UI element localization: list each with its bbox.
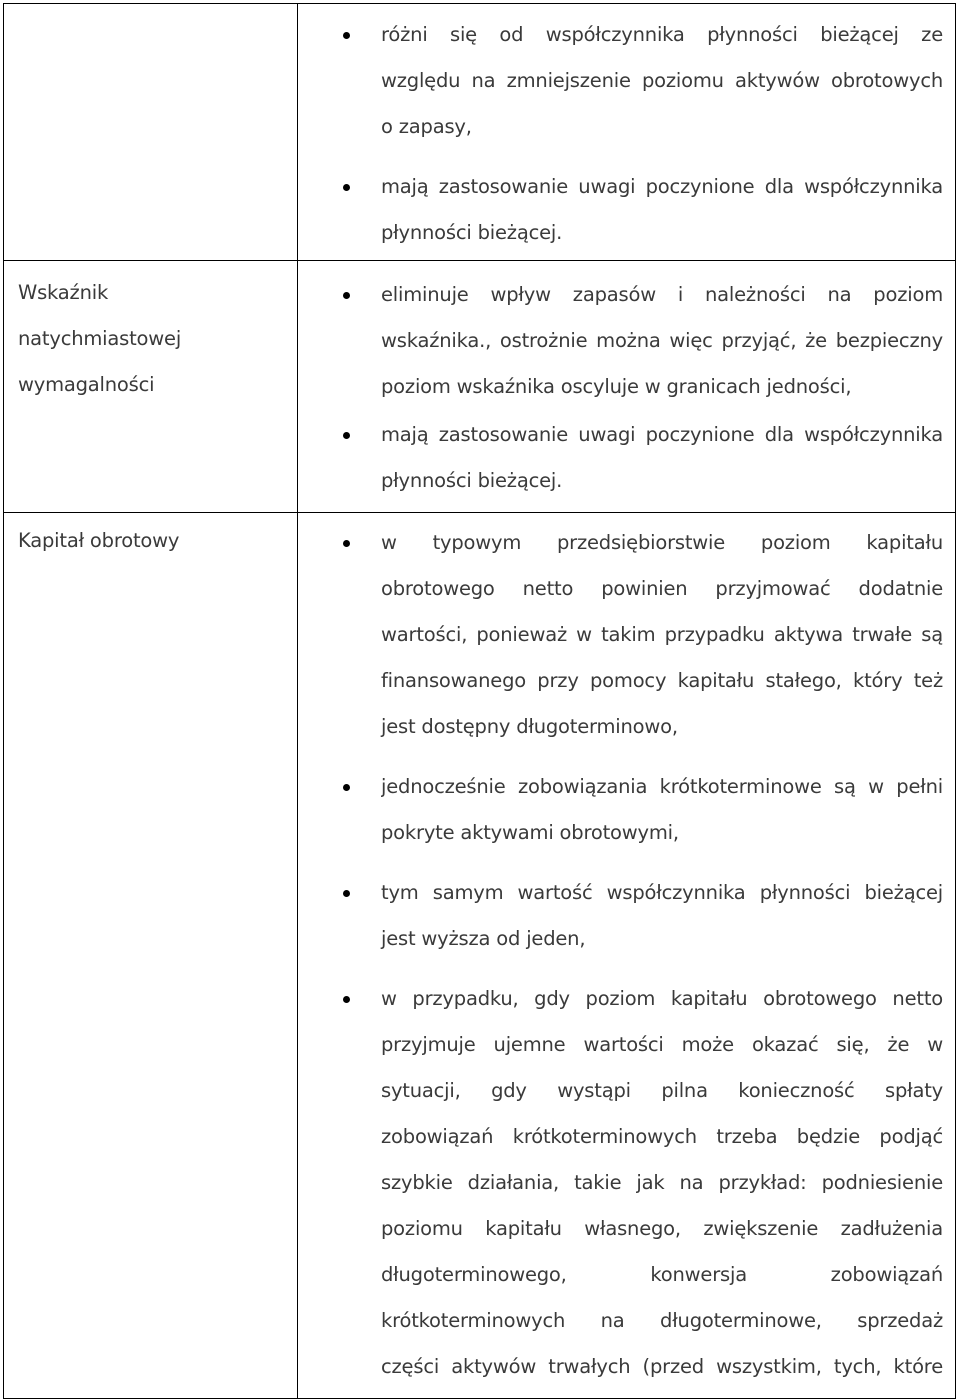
text-line: tym samym wartość współczynnika płynności bieżącej [381,881,943,904]
row-divider [4,260,955,261]
text-line: względu na zmniejszenie poziomu aktywów obrotowych [381,69,943,92]
bullet-icon [343,996,350,1003]
row-label [18,270,288,408]
text-line: przyjmuje ujemne wartości może okazać się, że w [381,1033,943,1056]
text-line: sytuacji, gdy wystąpi pilna konieczność spłaty [381,1079,943,1102]
text-line: finansowanego przy pomocy kapitału stałego, który też [381,669,943,692]
text-line: mają zastosowanie uwagi poczynione dla współczynnika [381,423,943,446]
text-line: jest dostępny długoterminowo, [381,715,678,738]
content-table [3,3,956,1399]
text-line: długoterminowego, konwersja zobowiązań [381,1263,943,1286]
text-line: zobowiązań krótkoterminowych trzeba będzie podjąć [381,1125,943,1148]
bullet-icon [343,432,350,439]
text-line: jednocześnie zobowiązania krótkoterminowe są w pełni [381,775,943,798]
column-divider [297,4,298,1398]
text-line: jest wyższa od jeden, [381,927,586,950]
text-line: części aktywów trwałych (przed wszystkim, tych, które [381,1355,943,1378]
text-line: pokryte aktywami obrotowymi, [381,821,679,844]
text-line: wartości, ponieważ w takim przypadku aktywa trwałe są [381,623,943,646]
text-line: krótkoterminowych na długoterminowe, sprzedaż [381,1309,943,1332]
bullet-icon [343,292,350,299]
row-label-line: wymagalności [18,373,155,396]
text-line: szybkie działania, takie jak na przykład: podniesienie [381,1171,943,1194]
text-line: o zapasy, [381,115,472,138]
row-label-line: Kapitał obrotowy [18,529,180,552]
text-line: w typowym przedsiębiorstwie poziom kapitału [381,531,943,554]
row-label [18,518,288,564]
text-line: w przypadku, gdy poziom kapitału obrotowego netto [381,987,943,1010]
bullet-icon [343,32,350,39]
bullet-icon [343,540,350,547]
bullet-icon [343,890,350,897]
bullet-icon [343,784,350,791]
text-line: płynności bieżącej. [381,221,563,244]
text-line: poziomu kapitału własnego, zwiększenie zadłużenia [381,1217,943,1240]
row-label-line: Wskaźnik [18,281,109,304]
text-line: mają zastosowanie uwagi poczynione dla współczynnika [381,175,943,198]
text-line: obrotowego netto powinien przyjmować dodatnie [381,577,943,600]
text-line: wskaźnika., ostrożnie można więc przyjąć, że bezpieczny [381,329,943,352]
text-line: różni się od współczynnika płynności bieżącej ze [381,23,943,46]
text-line: płynności bieżącej. [381,469,563,492]
row-divider [4,512,955,513]
bullet-icon [343,184,350,191]
row-label-line: natychmiastowej [18,327,182,350]
text-line: eliminuje wpływ zapasów i należności na poziom [381,283,943,306]
text-line: poziom wskaźnika oscyluje w granicach jedności, [381,375,852,398]
